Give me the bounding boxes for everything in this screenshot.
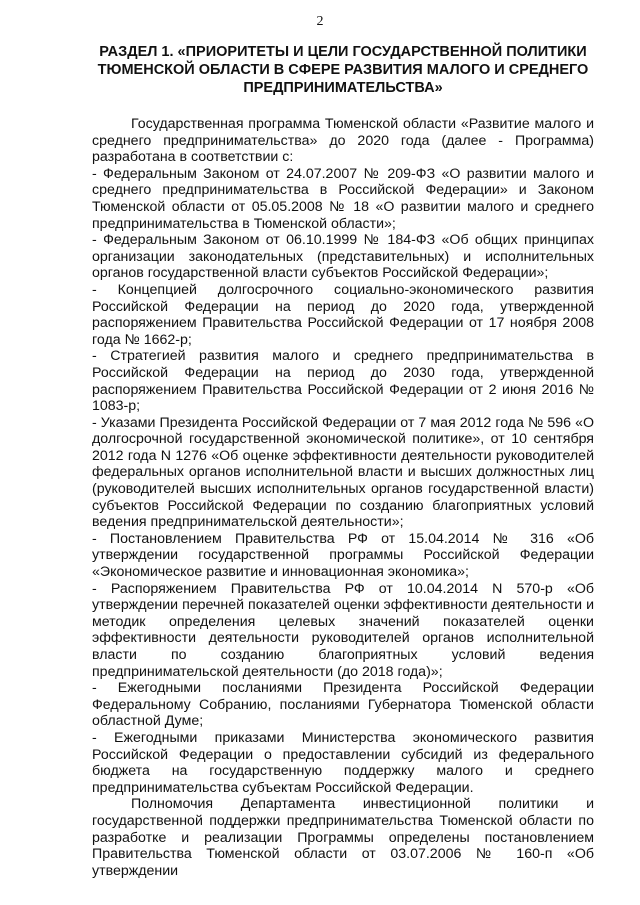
list-item-federal-law-184: - Федеральным Законом от 06.10.1999 № 184-ФЗ «Об общих принципах организации законодательных (представительных) и исполнительных органов государственной власти субъектов Российской Федерации»;	[92, 232, 594, 282]
document-body	[92, 116, 594, 879]
page-number: 2	[316, 14, 324, 29]
paragraph-department-powers: Полномочия Департамента инвестиционной политики и государственной поддержки предпринимательства Тюменской области по разработке и реализации Программы определены постановлением Правительства Тюменской области от 03.07.2006 № 160-п «Об утверждении	[92, 796, 594, 879]
list-item-concept-2020: - Концепцией долгосрочного социально-экономического развития Российской Федерации на период до 2020 года, утвержденной распоряжением Правительства Российской Федерации от 17 ноября 2008 года № 1662-р;	[92, 281, 594, 348]
list-item-ministry-orders: - Ежегодными приказами Министерства экономического развития Российской Федерации о предоставлении субсидий из федерального бюджета на государственную поддержку малого и среднего предпринимательства субъектам Российской Федерации.	[92, 729, 594, 796]
list-item-order-570: - Распоряжением Правительства РФ от 10.04.2014 N 570-р «Об утверждении перечней показателей оценки эффективности деятельности и методик определения целевых значений показателей оценки эффективности деятельности руководителей органов исполнительной власти по созданию благоприятных условий ведения предпринимательской деятельности (до 2018 года)»;	[92, 580, 594, 680]
list-item-strategy-2030: - Стратегией развития малого и среднего предпринимательства в Российской Федерации на период до 2030 года, утвержденной распоряжением Правительства Российской Федерации от 2 июня 2016 № 1083-р;	[92, 348, 594, 415]
list-item-resolution-316: - Постановлением Правительства РФ от 15.04.2014 № 316 «Об утверждении государственной программы Российской Федерации «Экономическое развитие и инновационная экономика»;	[92, 530, 594, 581]
list-item-federal-law-209: - Федеральным Законом от 24.07.2007 № 209-ФЗ «О развитии малого и среднего предпринимательства в Российской Федерации» и Законом Тюменской области от 05.05.2008 № 18 «О развитии малого и среднего предпринимательства в Тюменской области»;	[92, 165, 594, 232]
list-item-annual-addresses: - Ежегодными посланиями Президента Российской Федерации Федеральному Собранию, посланиями Губернатора Тюменской области областной Думе;	[92, 680, 594, 730]
list-item-presidential-decrees: - Указами Президента Российской Федерации от 7 мая 2012 года № 596 «О долгосрочной государственной экономической политике», от 10 сентября 2012 года N 1276 «Об оценке эффективности деятельности руководителей федеральных органов исполнительной власти и высших должностных лиц (руководителей высших исполнительных органов государственной власти) субъектов Российской Федерации по созданию благоприятных условий ведения предпринимательской деятельности»;	[92, 414, 594, 531]
paragraph-intro: Государственная программа Тюменской области «Развитие малого и среднего предпринимательства» до 2020 года (далее - Программа) разработана в соответствии с:	[92, 116, 594, 166]
section-heading: РАЗДЕЛ 1. «ПРИОРИТЕТЫ И ЦЕЛИ ГОСУДАРСТВЕННОЙ ПОЛИТИКИ ТЮМЕНСКОЙ ОБЛАСТИ В СФЕРЕ РАЗВИТИЯ МАЛОГО И СРЕДНЕГО ПРЕДПРИНИМАТЕЛЬСТВА»	[97, 44, 589, 96]
